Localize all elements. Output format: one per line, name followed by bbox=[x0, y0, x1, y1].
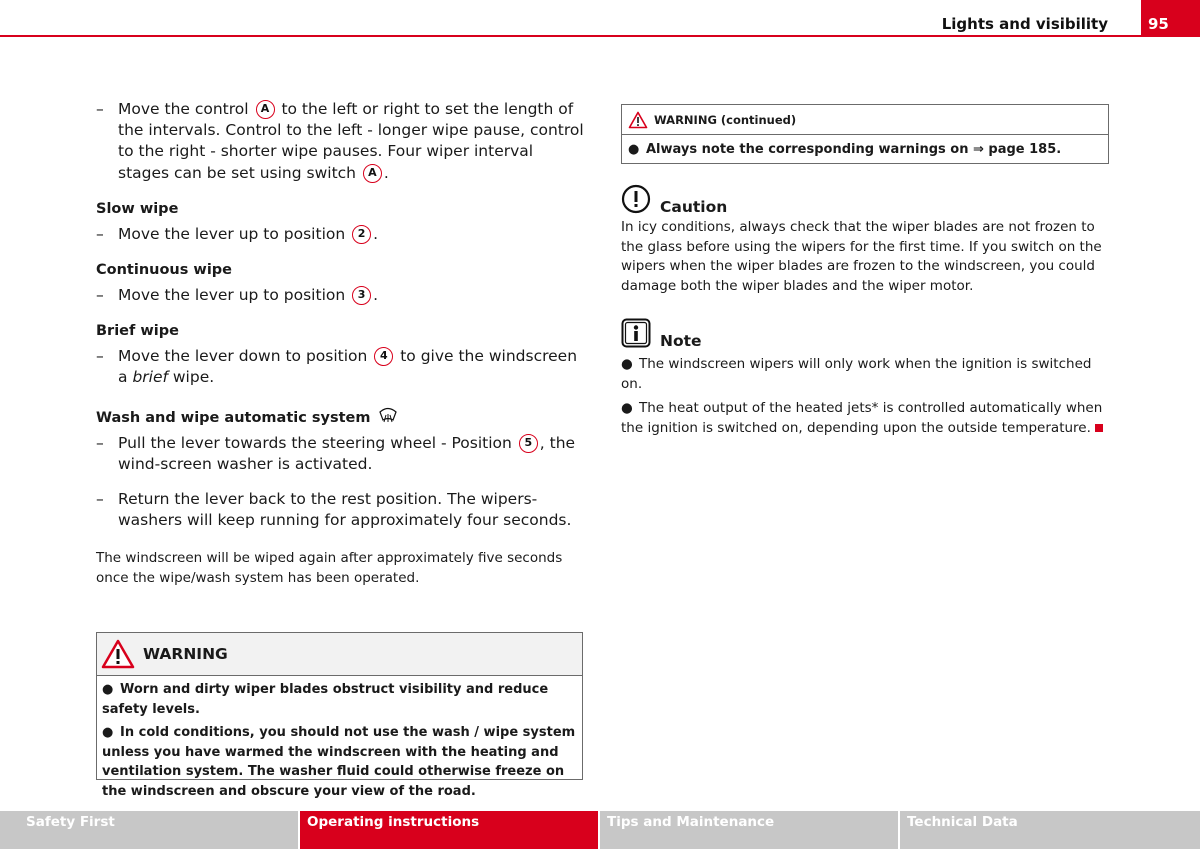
step-text: , the wind-screen washer is activated. bbox=[118, 433, 576, 473]
bullet: ● bbox=[102, 725, 114, 740]
step-text: . bbox=[383, 163, 389, 182]
caution-title: Caution bbox=[660, 198, 728, 216]
step-text: . bbox=[373, 286, 379, 305]
wash-step-1 bbox=[96, 433, 584, 475]
step-dash: – bbox=[96, 224, 104, 243]
step-text: wipe. bbox=[167, 368, 215, 387]
step-dash: – bbox=[96, 490, 104, 509]
step-text: to the left or right to set the length of the intervals. Control to the left - longer wipe pause, control to the right - shorter wipe pauses. Four wiper interval stages can be set using switch bbox=[118, 100, 584, 182]
position-4-marker: 4 bbox=[374, 347, 393, 366]
position-2-marker: 2 bbox=[352, 225, 371, 244]
page-title: Lights and visibility bbox=[941, 15, 1108, 33]
warning-continued-box bbox=[621, 104, 1109, 164]
wash-wipe-heading bbox=[96, 406, 584, 426]
step-text: . bbox=[373, 224, 379, 243]
windscreen-washer-icon bbox=[378, 406, 398, 424]
slow-wipe-heading: Slow wipe bbox=[96, 200, 179, 217]
warning-item bbox=[102, 680, 577, 719]
note-header bbox=[621, 318, 1109, 348]
footer-nav bbox=[0, 811, 1200, 849]
note-item bbox=[621, 398, 1109, 438]
brief-wipe-heading: Brief wipe bbox=[96, 323, 179, 340]
warning-title: WARNING bbox=[143, 645, 228, 663]
step-text: Pull the lever towards the steering wheel - Position bbox=[118, 433, 517, 452]
note-item-text: The windscreen wipers will only work when the ignition is switched on. bbox=[621, 356, 1092, 392]
position-3-marker: 3 bbox=[352, 286, 371, 305]
tab-operating-instructions[interactable]: Operating instructions bbox=[300, 811, 598, 849]
switch-a-marker: A bbox=[363, 164, 382, 183]
step-text: Return the lever back to the rest position. The wipers-washers will keep running for approximately four seconds. bbox=[118, 490, 572, 530]
warning-continued-text: Always note the corresponding warnings on ⇒ page 185. bbox=[646, 142, 1062, 157]
warning-continued-title: WARNING (continued) bbox=[654, 112, 797, 127]
warning-box bbox=[96, 632, 583, 799]
step-text: Move the control bbox=[118, 100, 254, 118]
wash-step-2 bbox=[96, 489, 584, 531]
page-number: 95 bbox=[1141, 0, 1200, 37]
warning-item-text: Worn and dirty wiper blades obstruct visibility and reduce safety levels. bbox=[102, 682, 549, 717]
tab-safety-first[interactable]: Safety First bbox=[0, 811, 298, 849]
warning-item bbox=[102, 723, 577, 801]
warning-body bbox=[97, 676, 582, 809]
note-item-text: The heat output of the heated jets* is controlled automatically when the ignition is switched on, depending upon the outside temperature. bbox=[621, 400, 1103, 436]
step-text: Move the lever down to position bbox=[118, 347, 373, 366]
warning-triangle-icon bbox=[628, 111, 648, 129]
step-dash: – bbox=[96, 433, 104, 452]
caution-text: In icy conditions, always check that the wiper blades are not frozen to the glass before using the wipers for the first time. If you switch on the wipers when the wiper blades are frozen to the windscreen, you could damage both the wiper blades and the wiper motor. bbox=[621, 219, 1102, 294]
right-column bbox=[621, 104, 1109, 438]
position-5-marker: 5 bbox=[519, 434, 538, 453]
brief-wipe-step bbox=[96, 346, 584, 388]
bullet: ● bbox=[621, 356, 633, 372]
slow-wipe-step bbox=[96, 224, 584, 245]
warning-continued-header bbox=[622, 105, 1108, 135]
step-dash: – bbox=[96, 347, 104, 366]
step-text: Move the lever up to position bbox=[118, 224, 351, 243]
bullet: ● bbox=[628, 142, 640, 157]
note-item bbox=[621, 354, 1109, 394]
caution-header bbox=[621, 184, 1109, 214]
wipe-note: The windscreen will be wiped again after approximately five seconds once the wipe/wash system has been operated. bbox=[96, 550, 563, 586]
emphasis-text: brief bbox=[132, 368, 168, 387]
continuous-wipe-heading: Continuous wipe bbox=[96, 262, 233, 279]
bullet: ● bbox=[621, 400, 633, 416]
continuous-wipe-step bbox=[96, 285, 584, 306]
tab-tips-maintenance[interactable]: Tips and Maintenance bbox=[600, 811, 898, 849]
step-dash: – bbox=[96, 286, 104, 305]
section-end-mark bbox=[1095, 424, 1103, 432]
control-a-marker: A bbox=[256, 100, 275, 119]
step-text: to give the windscreen a bbox=[118, 347, 578, 387]
note-title: Note bbox=[660, 332, 702, 350]
step-text: Move the lever up to position bbox=[118, 286, 351, 305]
header-rule bbox=[0, 35, 1200, 37]
info-icon bbox=[621, 318, 651, 348]
warning-item-text: In cold conditions, you should not use the wash / wipe system unless you have warmed the windscreen with the heating and ventilation system. The washer fluid could otherwise freeze on the windscreen and obscure your view of the road. bbox=[102, 725, 576, 799]
warning-triangle-icon bbox=[101, 639, 135, 669]
caution-icon bbox=[621, 184, 651, 214]
interval-step bbox=[96, 99, 584, 184]
tab-technical-data[interactable]: Technical Data bbox=[900, 811, 1200, 849]
left-column bbox=[96, 99, 584, 588]
step-dash: – bbox=[96, 100, 104, 118]
warning-header bbox=[97, 633, 582, 676]
bullet: ● bbox=[102, 682, 114, 697]
wash-wipe-heading-text: Wash and wipe automatic system bbox=[96, 409, 371, 426]
warning-continued-body bbox=[622, 135, 1108, 157]
